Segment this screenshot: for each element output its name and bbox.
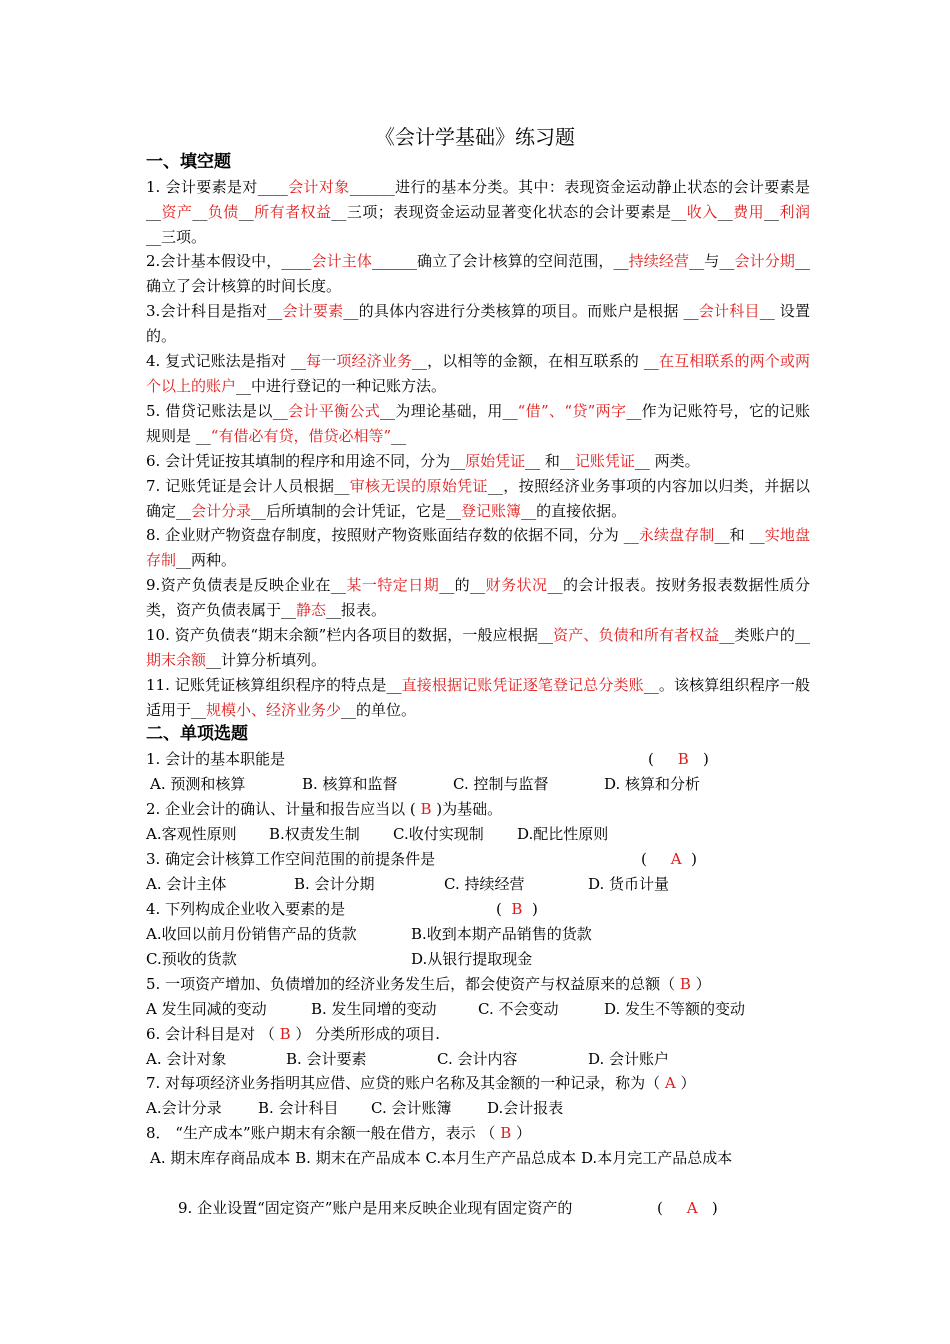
option-a: A. 会计对象 (146, 1050, 227, 1068)
question-text: __ (238, 203, 254, 221)
options-8: A. 期末库存商品成本 B. 期末在产品成本 C.本月生产产品总成本 D.本月完工产品总成本 (150, 1149, 733, 1167)
option-a: A.收回以前月份销售产品的货款 (146, 925, 357, 943)
answer-letter: A (670, 850, 682, 868)
option-c: C. 会计账簿 (371, 1099, 452, 1117)
question-4 (146, 897, 345, 922)
question-text: __ 确立了会计核算的时间长度。 (146, 252, 810, 295)
question-text: __和 __ (714, 526, 765, 544)
question-text: ______确立了会计核算的空间范围，__ (371, 252, 629, 270)
answer-text: 持续经营 (628, 252, 690, 270)
answer-text: 负债 (207, 203, 239, 221)
section-single-choice-heading: 二、单项选题 (146, 724, 248, 744)
options-5 (0, 997, 950, 1022)
option-c: C. 持续经营 (444, 875, 525, 893)
answer-letter: B (500, 1124, 512, 1142)
option-a: A 发生同减的变动 (146, 1000, 267, 1018)
answer-letter: A (664, 1074, 676, 1092)
answer-text: 资产 (161, 203, 193, 221)
fill-item-2 (146, 249, 810, 299)
answer-text: 每一项经济业务 (306, 352, 413, 370)
question-stem: 8． “生产成本”账户期末有余额一般在借方，表示 （ (146, 1124, 501, 1142)
question-text: __ (764, 203, 780, 221)
question-text: __报表。 (326, 601, 387, 619)
answer-text: 直接根据记账凭证逐笔登记总分类账 (401, 676, 644, 694)
answer-text: 所有者权益 (253, 203, 332, 221)
answer-letter: B (279, 1025, 291, 1043)
option-d: D.从银行提取现金 (411, 950, 533, 968)
fill-item-6 (146, 449, 810, 474)
question-stem: 5. 一项资产增加、负债增加的经济业务发生后，都会使资产与权益原来的总额（ (146, 975, 680, 993)
question-text: 7. 记账凭证是会计人员根据__ (146, 477, 350, 495)
option-b: B. 会计分期 (294, 875, 375, 893)
question-text: __ 设置的。 (146, 302, 810, 345)
question-text: 1. 会计要素是对____ (146, 178, 288, 196)
question-text: __的直接依据。 (521, 502, 627, 520)
fill-item-8 (146, 523, 810, 573)
question-text: 5. 借贷记账法是以__ (146, 402, 288, 420)
option-b: B. 发生同增的变动 (311, 1000, 437, 1018)
option-b: B.权责发生制 (269, 825, 360, 843)
question-text: __的__ (439, 576, 486, 594)
answer-text: 费用 (732, 203, 765, 221)
option-d: D. 会计账户 (588, 1050, 670, 1068)
answer-text: 会计分期 (734, 252, 795, 270)
option-c: C. 控制与监督 (453, 775, 549, 793)
question-text: __ 和__ (525, 452, 575, 470)
option-c: C.预收的货款 (146, 950, 237, 968)
answer-9: ( A ) (657, 1199, 718, 1217)
answer-text: 记账凭证 (574, 452, 635, 470)
answer-text: “借”、“贷”两字 (517, 402, 627, 420)
answer-text: 会计分录 (191, 502, 252, 520)
question-1 (146, 747, 285, 772)
answer-text: 某一特定日期 (345, 576, 440, 594)
options-7 (0, 1096, 950, 1121)
answer-text: 原始凭证 (465, 452, 526, 470)
answer-3: ( A ) (641, 850, 697, 868)
question-text: __ (717, 203, 733, 221)
question-text: 11. 记账凭证核算组织程序的特点是__ (146, 676, 402, 694)
question-text: __计算分析填列。 (206, 651, 327, 669)
fill-item-7 (146, 474, 810, 524)
answer-text: 在互相联系的两个或两个以上的账户 (146, 352, 810, 395)
options-6 (0, 1047, 950, 1072)
question-text: __的单位。 (341, 701, 417, 719)
answer-text: 实地盘存制 (146, 526, 810, 569)
options-3 (0, 872, 950, 897)
option-b: B. 会计要素 (286, 1050, 367, 1068)
question-text: 9.资产负债表是反映企业在__ (146, 576, 346, 594)
question-text: __两种。 (176, 551, 237, 569)
question-text: __。该核算组织程序一般适用于__ (146, 676, 810, 719)
question-stem: 1. 会计的基本职能是 (146, 750, 286, 768)
option-b: B. 会计科目 (258, 1099, 339, 1117)
option-d: D.会计报表 (487, 1099, 564, 1117)
question-stem-end: ） (675, 1074, 696, 1092)
question-text: __ (391, 427, 407, 445)
question-text: __中进行登记的一种记账方法。 (236, 377, 447, 395)
question-7 (146, 1071, 695, 1096)
option-c: C.收付实现制 (393, 825, 484, 843)
question-6 (146, 1022, 440, 1047)
answer-text: 期末余额 (146, 651, 207, 669)
question-text: 8. 企业财产物资盘存制度，按照财产物资账面结存数的依据不同，分为 __ (146, 526, 639, 544)
question-text: __三项。 (146, 228, 207, 246)
fill-item-3 (146, 299, 810, 349)
answer-1: ( B ) (648, 750, 709, 768)
answer-text: 登记账簿 (461, 502, 522, 520)
answer-text: 审核无误的原始凭证 (349, 477, 488, 495)
option-d: D. 核算和分析 (604, 775, 701, 793)
question-text: __作为记账符号，它的记账规则是 __ (146, 402, 810, 445)
question-8 (146, 1121, 531, 1146)
question-stem: 2. 企业会计的确认、计量和报告应当以 ( (146, 800, 421, 818)
answer-letter: B (511, 900, 523, 918)
answer-letter: B (420, 800, 432, 818)
answer-letter: A (686, 1199, 698, 1217)
options-4 (0, 922, 950, 972)
question-5 (146, 972, 711, 997)
answer-text: 会计主体 (311, 252, 372, 270)
option-d: D. 货币计量 (588, 875, 670, 893)
question-stem: 7. 对每项经济业务指明其应借、应贷的账户名称及其金额的一种记录，称为（ (146, 1074, 665, 1092)
option-a: A.客观性原则 (146, 825, 237, 843)
question-stem: 4. 下列构成企业收入要素的是 (146, 900, 346, 918)
fill-item-11 (146, 673, 810, 723)
answer-text: 会计科目 (698, 302, 760, 320)
option-b: B. 核算和监督 (302, 775, 398, 793)
fill-item-4 (146, 349, 810, 399)
option-a: A.会计分录 (146, 1099, 222, 1117)
question-stem-end: )为基础。 (431, 800, 503, 818)
options-2 (0, 822, 950, 847)
answer-text: 会计平衡公式 (287, 402, 381, 420)
option-c: C. 会计内容 (437, 1050, 518, 1068)
option-b: B.收到本期产品销售的货款 (411, 925, 592, 943)
answer-letter: B (677, 750, 689, 768)
answer-text: 收入 (686, 203, 718, 221)
question-stem-end: ） (690, 975, 711, 993)
section-fill-blank-heading: 一、填空题 (146, 152, 231, 172)
answer-text: 资产、负债和所有者权益 (553, 626, 720, 644)
option-a: A. 会计主体 (146, 875, 227, 893)
question-text: __ 两类。 (634, 452, 700, 470)
question-text: __为理论基础，用__ (380, 402, 518, 420)
question-text: __的会计报表。按财务报表数据性质分类，资产负债表属于__ (146, 576, 810, 619)
question-text: __的具体内容进行分类核算的项目。而账户是根据 __ (343, 302, 699, 320)
answer-text: 规模小、经济业务少 (206, 701, 342, 719)
answer-text: 永续盘存制 (638, 526, 715, 544)
fill-item-10 (146, 623, 810, 673)
question-stem: 6. 会计科目是对 （ (146, 1025, 280, 1043)
fill-item-1 (146, 175, 810, 250)
question-text: 2.会计基本假设中，____ (146, 252, 312, 270)
question-text: 4. 复式记账法是指对 __ (146, 352, 307, 370)
question-9 (178, 1196, 572, 1221)
question-text: ______进行的基本分类。其中：表现资金运动静止状态的会计要素是__ (146, 178, 810, 221)
question-text: __ (192, 203, 208, 221)
question-stem: 3. 确定会计核算工作空间范围的前提条件是 (146, 850, 436, 868)
answer-4: ( B ) (496, 900, 538, 918)
question-3 (146, 847, 435, 872)
question-text: 6. 会计凭证按其填制的程序和用途不同，分为__ (146, 452, 466, 470)
question-text: 10. 资产负债表“期末余额”栏内各项目的数据，一般应根据__ (146, 626, 553, 644)
answer-text: 静态 (296, 601, 327, 619)
question-text: __类账户的__ (719, 626, 810, 644)
option-d: D.配比性原则 (517, 825, 609, 843)
option-d: D. 发生不等额的变动 (604, 1000, 746, 1018)
question-text: __三项；表现资金运动显著变化状态的会计要素是__ (331, 203, 687, 221)
question-stem-end: ） (511, 1124, 531, 1142)
answer-text: 会计要素 (282, 302, 344, 320)
question-text: 3.会计科目是指对__ (146, 302, 283, 320)
fill-item-5 (146, 399, 810, 449)
question-2 (146, 797, 502, 822)
question-stem-end: ） 分类所形成的项目. (290, 1025, 440, 1043)
answer-letter: B (679, 975, 691, 993)
question-text: __，以相等的金额，在相互联系的 __ (412, 352, 659, 370)
question-text: __后所填制的会计凭证，它是__ (251, 502, 462, 520)
question-text: __，按照经济业务事项的内容加以归类，并据以确定__ (146, 477, 810, 520)
answer-text: 会计对象 (287, 178, 350, 196)
option-c: C. 不会变动 (478, 1000, 559, 1018)
answer-text: “有借必有贷，借贷必相等” (210, 427, 392, 445)
option-a: A. 预测和核算 (150, 775, 246, 793)
question-stem: 9. 企业设置“固定资产”账户是用来反映企业现有固定资产的 (178, 1199, 573, 1217)
options-1 (0, 772, 950, 797)
question-text: __与__ (689, 252, 735, 270)
answer-text: 利润 (779, 203, 810, 221)
page-title: 《会计学基础》练习题 (375, 125, 575, 149)
fill-item-9 (146, 573, 810, 623)
answer-text: 财务状况 (485, 576, 548, 594)
